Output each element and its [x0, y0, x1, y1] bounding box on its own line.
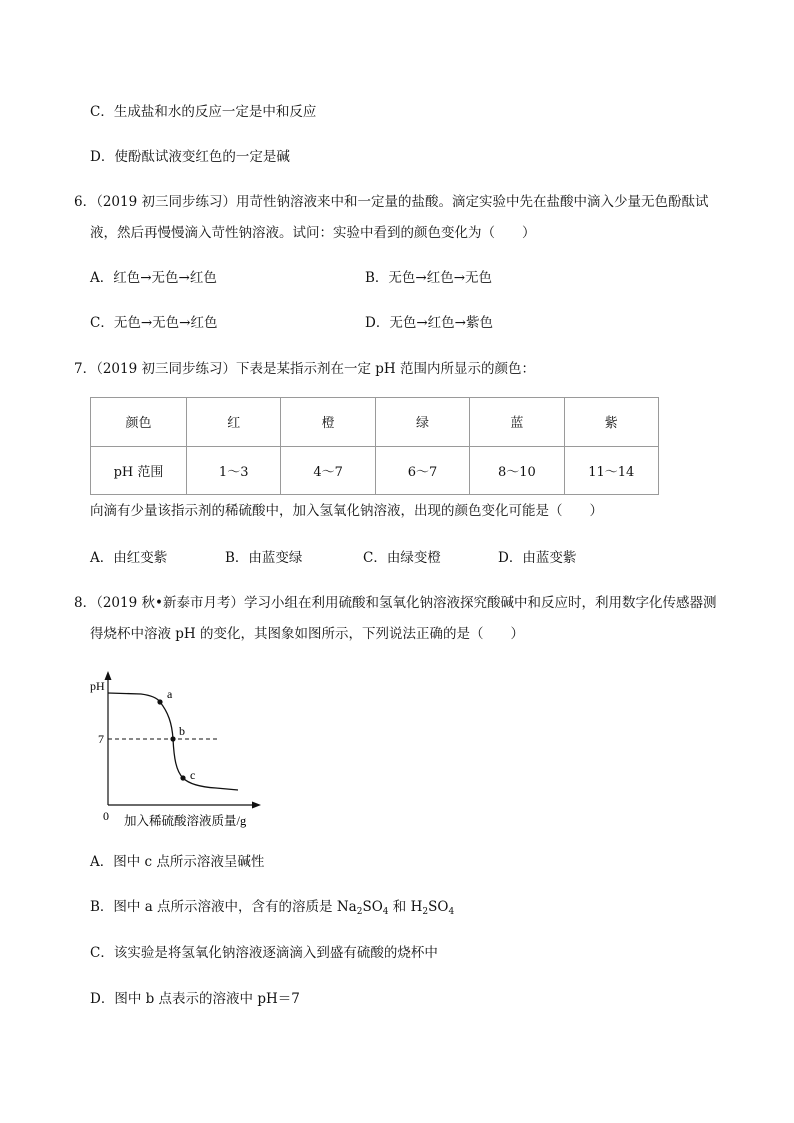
q8-option-b-text: 和 H — [388, 899, 423, 915]
table-cell: 11～14 — [564, 446, 658, 495]
point-c-label: c — [190, 768, 196, 782]
ph-curve-graph — [86, 668, 276, 833]
table-cell: 蓝 — [470, 398, 564, 447]
q6-option-b: B．无色→红色→无色 — [365, 270, 493, 286]
q6-stem-line2: 液，然后再慢慢滴入苛性钠溶液。试问：实验中看到的颜色变化为（ ） — [90, 225, 536, 241]
y-axis-label: pH — [90, 679, 105, 693]
table-cell: 4～7 — [281, 446, 375, 495]
table-row — [91, 446, 659, 495]
table-row — [91, 398, 659, 447]
x-axis-label: 加入稀硫酸溶液质量/g — [124, 814, 247, 828]
subscript: 2 — [356, 907, 363, 917]
q6-option-c: C．无色→无色→红色 — [90, 315, 218, 331]
origin-label: 0 — [103, 809, 109, 823]
point-b-label: b — [179, 724, 185, 738]
q8-option-b-text: SO — [428, 899, 449, 915]
table-cell: 紫 — [564, 398, 658, 447]
table-cell: 8～10 — [470, 446, 564, 495]
point-a — [157, 699, 162, 704]
q8-stem-line1: 8．（2019 秋•新泰市月考）学习小组在利用硫酸和氢氧化钠溶液探究酸碱中和反应时，利用数字化传感器测 — [74, 595, 717, 611]
q6-option-d: D．无色→红色→紫色 — [365, 315, 493, 331]
q8-option-b-text: B．图中 a 点所示溶液中，含有的溶质是 Na — [90, 899, 357, 915]
q8-option-b — [90, 897, 454, 917]
q7-stem-line1: 7．（2019 初三同步练习）下表是某指示剂在一定 pH 范围内所显示的颜色： — [74, 361, 535, 377]
point-c — [180, 775, 185, 780]
q8-stem-line2: 得烧杯中溶液 pH 的变化，其图象如图所示，下列说法正确的是（ ） — [90, 626, 524, 642]
tick-7-label: 7 — [98, 732, 104, 746]
q8-option-d: D．图中 b 点表示的溶液中 pH＝7 — [90, 991, 300, 1007]
table-cell: pH 范围 — [91, 446, 187, 495]
subscript: 4 — [448, 907, 455, 917]
table-cell: 6～7 — [375, 446, 469, 495]
q8-option-c: C．该实验是将氢氧化钠溶液逐滴滴入到盛有硫酸的烧杯中 — [90, 945, 438, 961]
x-axis-arrow — [252, 802, 261, 809]
table-cell: 颜色 — [91, 398, 187, 447]
q7-stem-line2: 向滴有少量该指示剂的稀硫酸中，加入氢氧化钠溶液，出现的颜色变化可能是（ ） — [90, 503, 603, 519]
table-cell: 1～3 — [187, 446, 281, 495]
table-cell: 橙 — [281, 398, 375, 447]
q5-option-d: D．使酚酞试液变红色的一定是碱 — [90, 149, 290, 165]
q8-option-b-text: SO — [362, 899, 383, 915]
q5-option-c: C．生成盐和水的反应一定是中和反应 — [90, 104, 317, 120]
table-cell: 红 — [187, 398, 281, 447]
q6-stem-line1: 6．（2019 初三同步练习）用苛性钠溶液来中和一定量的盐酸。滴定实验中先在盐酸中滴入少量无色酚酞试 — [74, 194, 709, 210]
q7-option-c: C．由绿变橙 — [363, 550, 441, 566]
q6-option-a: A．红色→无色→红色 — [90, 270, 217, 286]
q7-option-d: D．由蓝变紫 — [498, 550, 577, 566]
subscript: 4 — [382, 907, 389, 917]
table-cell: 绿 — [375, 398, 469, 447]
q7-option-b: B．由蓝变绿 — [225, 550, 303, 566]
y-axis-arrow — [105, 671, 112, 680]
point-b — [170, 736, 175, 741]
q8-option-a: A．图中 c 点所示溶液呈碱性 — [90, 854, 265, 870]
subscript: 2 — [422, 907, 429, 917]
indicator-table — [90, 397, 659, 495]
q7-option-a: A．由红变紫 — [90, 550, 168, 566]
point-a-label: a — [167, 687, 173, 701]
